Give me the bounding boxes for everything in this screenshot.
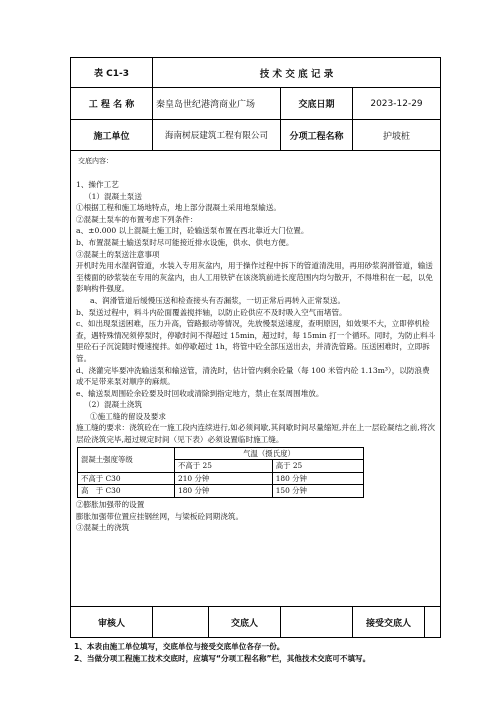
table-row <box>78 472 364 485</box>
disclosure-form <box>70 57 441 638</box>
date-label: 交底日期 <box>281 88 353 119</box>
content-label: 交底内容： <box>78 157 113 165</box>
content-line: ③混凝土的泵送注意事项 <box>76 249 160 259</box>
content-line: ①根据工程和施工场地特点，地上部分混凝土采用地泵输送。 <box>76 203 282 213</box>
content-line: d、浇灌完毕要冲洗输送泵和输送管，清洗时，估计管内剩余砼量（每 100 米管内砼 1.13m³），以防浪费或不足带来泵对顺序的麻烦。 <box>76 365 430 387</box>
signature-row <box>71 607 440 637</box>
table-head-grade: 混凝土强度等级 <box>78 447 175 472</box>
content-line: b、泵送过程中，料斗内砼面覆盖搅拌轴，以防止砼供应不及时吸入空气而堵管。 <box>76 307 347 317</box>
project-value: 秦皇岛世纪港湾商业广场 <box>153 88 281 119</box>
discloser-label: 交底人 <box>209 607 281 637</box>
reviewer-label: 审核人 <box>71 607 153 637</box>
unit-label: 施工单位 <box>71 120 153 150</box>
unit-row <box>71 120 440 151</box>
form-notes <box>74 641 370 665</box>
sub-label: 分项工程名称 <box>281 120 353 150</box>
content-line: （1）混凝土泵送 <box>84 191 142 201</box>
interval-time-table <box>77 447 364 498</box>
disclosure-content <box>71 151 440 607</box>
content-line: 膨胀加强带位置应挂钢丝网，与梁板砼同期浇筑。 <box>76 511 244 521</box>
content-line: b、布置混凝土输送泵时尽可能接近排水设施，供水、供电方便。 <box>76 237 294 247</box>
discloser-field[interactable] <box>281 607 353 637</box>
table-cell-high: 150 分钟 <box>272 485 363 498</box>
content-line: c、如出现泵送困难，压力升高，管路振动等情况，先放慢泵送速度，查明原因，如效果不大，立即停机检查，遇特殊情况须停泵时，停歇时间不得超过 15min，超过时，每 15min 打一个循环。同时，为防止料斗里砼石子沉淀随时慢速搅拌。如停歇超过 1h，将管中砼全部压送出去，并清洗管路。压送困难时，立即拆管。 <box>76 319 436 363</box>
form-header-row <box>71 58 440 88</box>
content-line: ②膨胀加强带的设置 <box>76 500 145 510</box>
content-line: ①施工缝的留设及要求 <box>90 411 166 421</box>
table-head-high: 高于 25 <box>272 460 363 473</box>
project-label: 工 程 名 称 <box>71 88 153 119</box>
content-line: 施工缝的要求：浇筑砼在一施工段内连续进行,如必须间歇,其间歇时间尽量缩短,并在上一层砼凝结之前,将次层砼浇筑完毕,超过规定时间（见下表）必须设置临时施工缝。 <box>76 423 435 445</box>
form-code: 表 C1-3 <box>71 58 153 87</box>
content-body <box>76 179 436 534</box>
table-cell-low: 180 分钟 <box>175 485 273 498</box>
table-cell-low: 210 分钟 <box>175 472 273 485</box>
form-title: 技 术 交 底 记 录 <box>259 68 334 80</box>
content-line: 开机时先用水湿润管道，水装入专用灰盆内，用于操作过程中拆下的管道清洗用，再用砂浆润滑管道，输送至楼面的砂浆装在专用的灰盆内，由人工用铁铲在该浇筑前进长度范围内均匀散开，不得堆积在一起，以免影响构件强度。 <box>76 261 433 294</box>
unit-value: 海南树辰建筑工程有限公司 <box>153 120 281 150</box>
table-cell-grade: 高 于 C30 <box>78 485 175 498</box>
project-row <box>71 88 440 120</box>
table-cell-high: 180 分钟 <box>272 472 363 485</box>
table-head-low: 不高于 25 <box>175 460 273 473</box>
content-line: ③混凝土的浇筑 <box>76 523 130 533</box>
date-value: 2023-12-29 <box>370 98 423 109</box>
content-line: a、润滑管道后缓慢压送和检查接头有否漏浆，一切正常后再转入正常泵送。 <box>90 295 346 305</box>
sub-value: 护坡桩 <box>382 131 410 142</box>
table-head-temp: 气温（摄氏度） <box>175 447 364 460</box>
note-line: 1、本表由施工单位填写，交底单位与接受交底单位各存一份。 <box>74 642 285 651</box>
receiver-field[interactable] <box>425 607 440 637</box>
content-line: 1、操作工艺 <box>76 180 119 189</box>
content-line: ②混凝土泵车的布置考虑下列条件： <box>76 214 198 224</box>
receiver-label: 接受交底人 <box>353 607 425 637</box>
table-cell-grade: 不高于 C30 <box>78 472 175 485</box>
reviewer-field[interactable] <box>153 607 209 637</box>
table-row <box>78 485 364 498</box>
content-line: （2）混凝土浇筑 <box>84 400 142 410</box>
content-line: a、±0.000 以上混凝土施工时，砼输送泵布置在西北靠近大门位置。 <box>76 226 309 236</box>
note-line: 2、当做分项工程施工技术交底时，应填写“分项工程名称”栏，其他技术交底可不填写。 <box>74 654 371 663</box>
content-line: e、输送泵周围砼余砼要及时回收或清除到指定地方，禁止在泵周围堆放。 <box>76 388 324 398</box>
